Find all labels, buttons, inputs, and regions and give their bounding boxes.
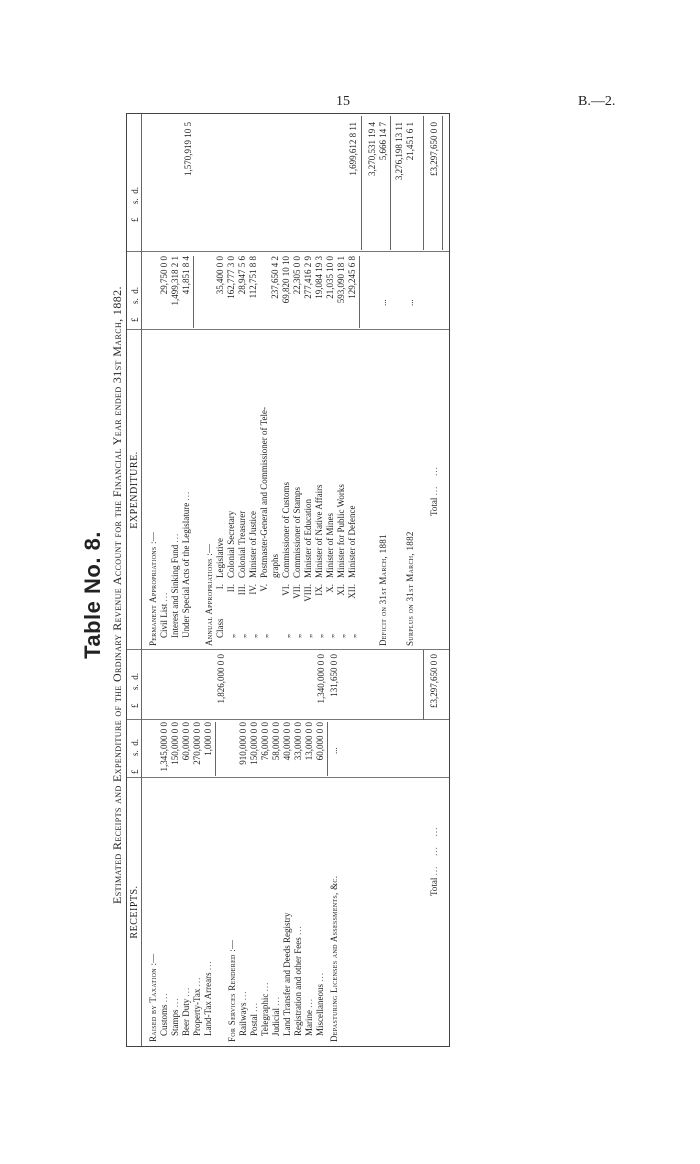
taxation-amount: 1,345,000 0 0 bbox=[159, 722, 169, 772]
annual-amount: 22,305 0 0 bbox=[292, 256, 302, 295]
taxation-amount: 270,000 0 0 bbox=[192, 722, 202, 765]
expenditure-total: £3,297,650 0 0 bbox=[429, 122, 439, 176]
annual-amount: 35,400 0 0 bbox=[215, 256, 225, 295]
expenditure-col-dots: ... bbox=[405, 299, 415, 306]
permanent-item: Civil List ... bbox=[159, 591, 169, 638]
permanent-label: Permanent Appropriations :— bbox=[148, 531, 158, 646]
double-rule bbox=[442, 116, 443, 250]
receipts-currency-1: £ s. d. bbox=[130, 738, 140, 774]
surplus-amount: 21,451 6 1 bbox=[405, 122, 415, 161]
taxation-item: Customs ... bbox=[159, 992, 169, 1036]
permanent-item: Under Special Acts of the Legislature ... bbox=[181, 490, 191, 638]
taxation-amount: 150,000 0 0 bbox=[170, 722, 180, 765]
annual-amount: 162,777 3 0 bbox=[226, 256, 236, 299]
annual-amount: 28,947 5 6 bbox=[237, 256, 247, 295]
annual-total: 1,699,612 8 11 bbox=[348, 122, 358, 176]
expenditure-currency-1: £ s. d. bbox=[130, 286, 140, 322]
services-item: Miscellaneous ... bbox=[315, 972, 325, 1036]
annual-item: „III.Colonial Treasurer bbox=[237, 510, 247, 638]
services-amount: 58,000 0 0 bbox=[271, 722, 281, 761]
receipts-total-label: Total ... ... ... bbox=[429, 826, 439, 896]
services-item: Land Transfer and Deeds Registry bbox=[282, 912, 292, 1036]
permanent-total: 1,570,919 10 5 bbox=[183, 122, 193, 176]
expenditure-heading: EXPENDITURE. bbox=[129, 451, 140, 529]
depasturing-amount: 131,650 0 0 bbox=[329, 654, 339, 697]
center-column-rule bbox=[127, 649, 449, 650]
sum-rule bbox=[390, 116, 391, 250]
paper-reference: B.—2. bbox=[578, 94, 616, 109]
annual-item: graphs bbox=[270, 554, 280, 578]
services-item: Telegraphic ... bbox=[260, 981, 270, 1036]
annual-item: „VI.Commissioner of Customs bbox=[281, 481, 291, 638]
services-total: 1,340,000 0 0 bbox=[316, 654, 326, 704]
services-amount: 60,000 0 0 bbox=[315, 722, 325, 761]
expenditure-currency-2: £ s. d. bbox=[130, 186, 140, 222]
deficit-label: Deficit on 31st March, 1881 bbox=[378, 534, 388, 646]
annual-item: „IX.Minister of Native Affairs bbox=[314, 484, 324, 638]
receipts-col-dots: ... bbox=[329, 747, 339, 754]
subtotal-rule bbox=[215, 722, 216, 776]
annual-item: „VIII.Minister of Education bbox=[303, 499, 313, 638]
column-rule bbox=[127, 251, 449, 252]
services-amount: 40,000 0 0 bbox=[282, 722, 292, 761]
deficit-amount: 5,666 14 7 bbox=[378, 122, 388, 161]
table-title: Table No. 8. bbox=[80, 531, 105, 659]
rotated-table-sheet bbox=[80, 105, 600, 1085]
expenditure-col-dots: ... bbox=[378, 299, 388, 306]
depasturing-label: Depasturing Licenses and Assessments, &c. bbox=[329, 875, 339, 1042]
services-amount: 33,000 0 0 bbox=[293, 722, 303, 761]
expenditure-total-label: Total ... ... bbox=[429, 466, 439, 516]
services-label: For Services Rendered :— bbox=[227, 939, 237, 1042]
taxation-item: Land-Tax Arrears ... bbox=[203, 960, 213, 1036]
annual-amount: 21,035 10 0 bbox=[325, 256, 335, 299]
taxation-amount: 1,000 0 0 bbox=[203, 722, 213, 756]
services-amount: 76,000 0 0 bbox=[260, 722, 270, 761]
annual-item: ClassI.Legislative bbox=[215, 538, 225, 638]
taxation-total: 1,826,000 0 0 bbox=[216, 654, 226, 704]
annual-item: „IV.Minister of Justice bbox=[248, 511, 258, 638]
taxation-item: Stamps ... bbox=[170, 997, 180, 1036]
expenditure-balance: 3,276,198 13 11 bbox=[394, 122, 404, 181]
receipts-currency-2: £ s. d. bbox=[130, 672, 140, 708]
header-rule bbox=[141, 114, 142, 1046]
column-rule bbox=[127, 777, 449, 778]
grand-total-rule bbox=[423, 116, 424, 250]
permanent-item: Interest and Sinking Fund ... bbox=[170, 532, 180, 638]
permanent-amount: 1,499,318 2 1 bbox=[170, 256, 180, 306]
subtotal-rule bbox=[359, 256, 360, 328]
annual-item: „XI.Minister for Public Works bbox=[336, 484, 346, 638]
annual-amount: 112,751 8 8 bbox=[248, 256, 258, 299]
table-subtitle: Estimated Receipts and Expenditure of the Ordinary Revenue Account for the Financial Year ended 31st March, 1882. bbox=[110, 286, 124, 904]
annual-item: „XII.Minister of Defence bbox=[347, 505, 357, 638]
annual-amount: 237,650 4 2 bbox=[270, 256, 280, 299]
services-amount: 150,000 0 0 bbox=[249, 722, 259, 765]
taxation-label: Raised by Taxation :— bbox=[148, 953, 158, 1042]
sum-rule bbox=[361, 116, 362, 250]
services-amount: 910,000 0 0 bbox=[238, 722, 248, 765]
annual-amount: 277,416 2 9 bbox=[303, 256, 313, 299]
services-item: Registration and other Fees ... bbox=[293, 925, 303, 1036]
page-number: 15 bbox=[336, 94, 350, 109]
annual-amount: 69,820 10 10 bbox=[281, 256, 291, 304]
receipts-total: £3,297,650 0 0 bbox=[429, 654, 439, 708]
services-item: Railways ... bbox=[238, 990, 248, 1036]
column-rule bbox=[127, 719, 449, 720]
annual-amount: 19,084 19 3 bbox=[314, 256, 324, 299]
annual-amount: 593,090 18 1 bbox=[336, 256, 346, 304]
services-item: Postal ... bbox=[249, 1001, 259, 1036]
services-item: Marine ... bbox=[304, 998, 314, 1036]
expenditure-subtotal: 3,270,531 19 4 bbox=[367, 122, 377, 176]
taxation-amount: 60,000 0 0 bbox=[181, 722, 191, 761]
annual-amount: 129,245 6 8 bbox=[347, 256, 357, 299]
subtotal-rule bbox=[327, 722, 328, 776]
grand-total-rule bbox=[423, 650, 424, 720]
column-rule bbox=[127, 329, 449, 330]
services-item: Judicial ... bbox=[271, 996, 281, 1036]
surplus-label: Surplus on 31st March, 1882 bbox=[405, 531, 415, 646]
receipts-heading: RECEIPTS. bbox=[129, 885, 140, 939]
annual-item: „X.Minister of Mines bbox=[325, 513, 335, 638]
annual-item: „VII.Commissioner of Stamps bbox=[292, 486, 302, 638]
revenue-account-table bbox=[126, 113, 450, 1047]
permanent-amount: 41,851 8 4 bbox=[181, 256, 191, 295]
annual-item: „V.Postmaster-General and Commissioner of Tele- bbox=[259, 407, 269, 638]
services-amount: 13,000 0 0 bbox=[304, 722, 314, 761]
annual-label: Annual Appropriations :— bbox=[204, 543, 214, 646]
permanent-amount: 29,750 0 0 bbox=[159, 256, 169, 295]
taxation-item: Beer Duty ... bbox=[181, 986, 191, 1036]
annual-item: „II.Colonial Secretary bbox=[226, 510, 236, 638]
taxation-item: Property-Tax ... bbox=[192, 976, 202, 1036]
subtotal-rule bbox=[193, 256, 194, 328]
